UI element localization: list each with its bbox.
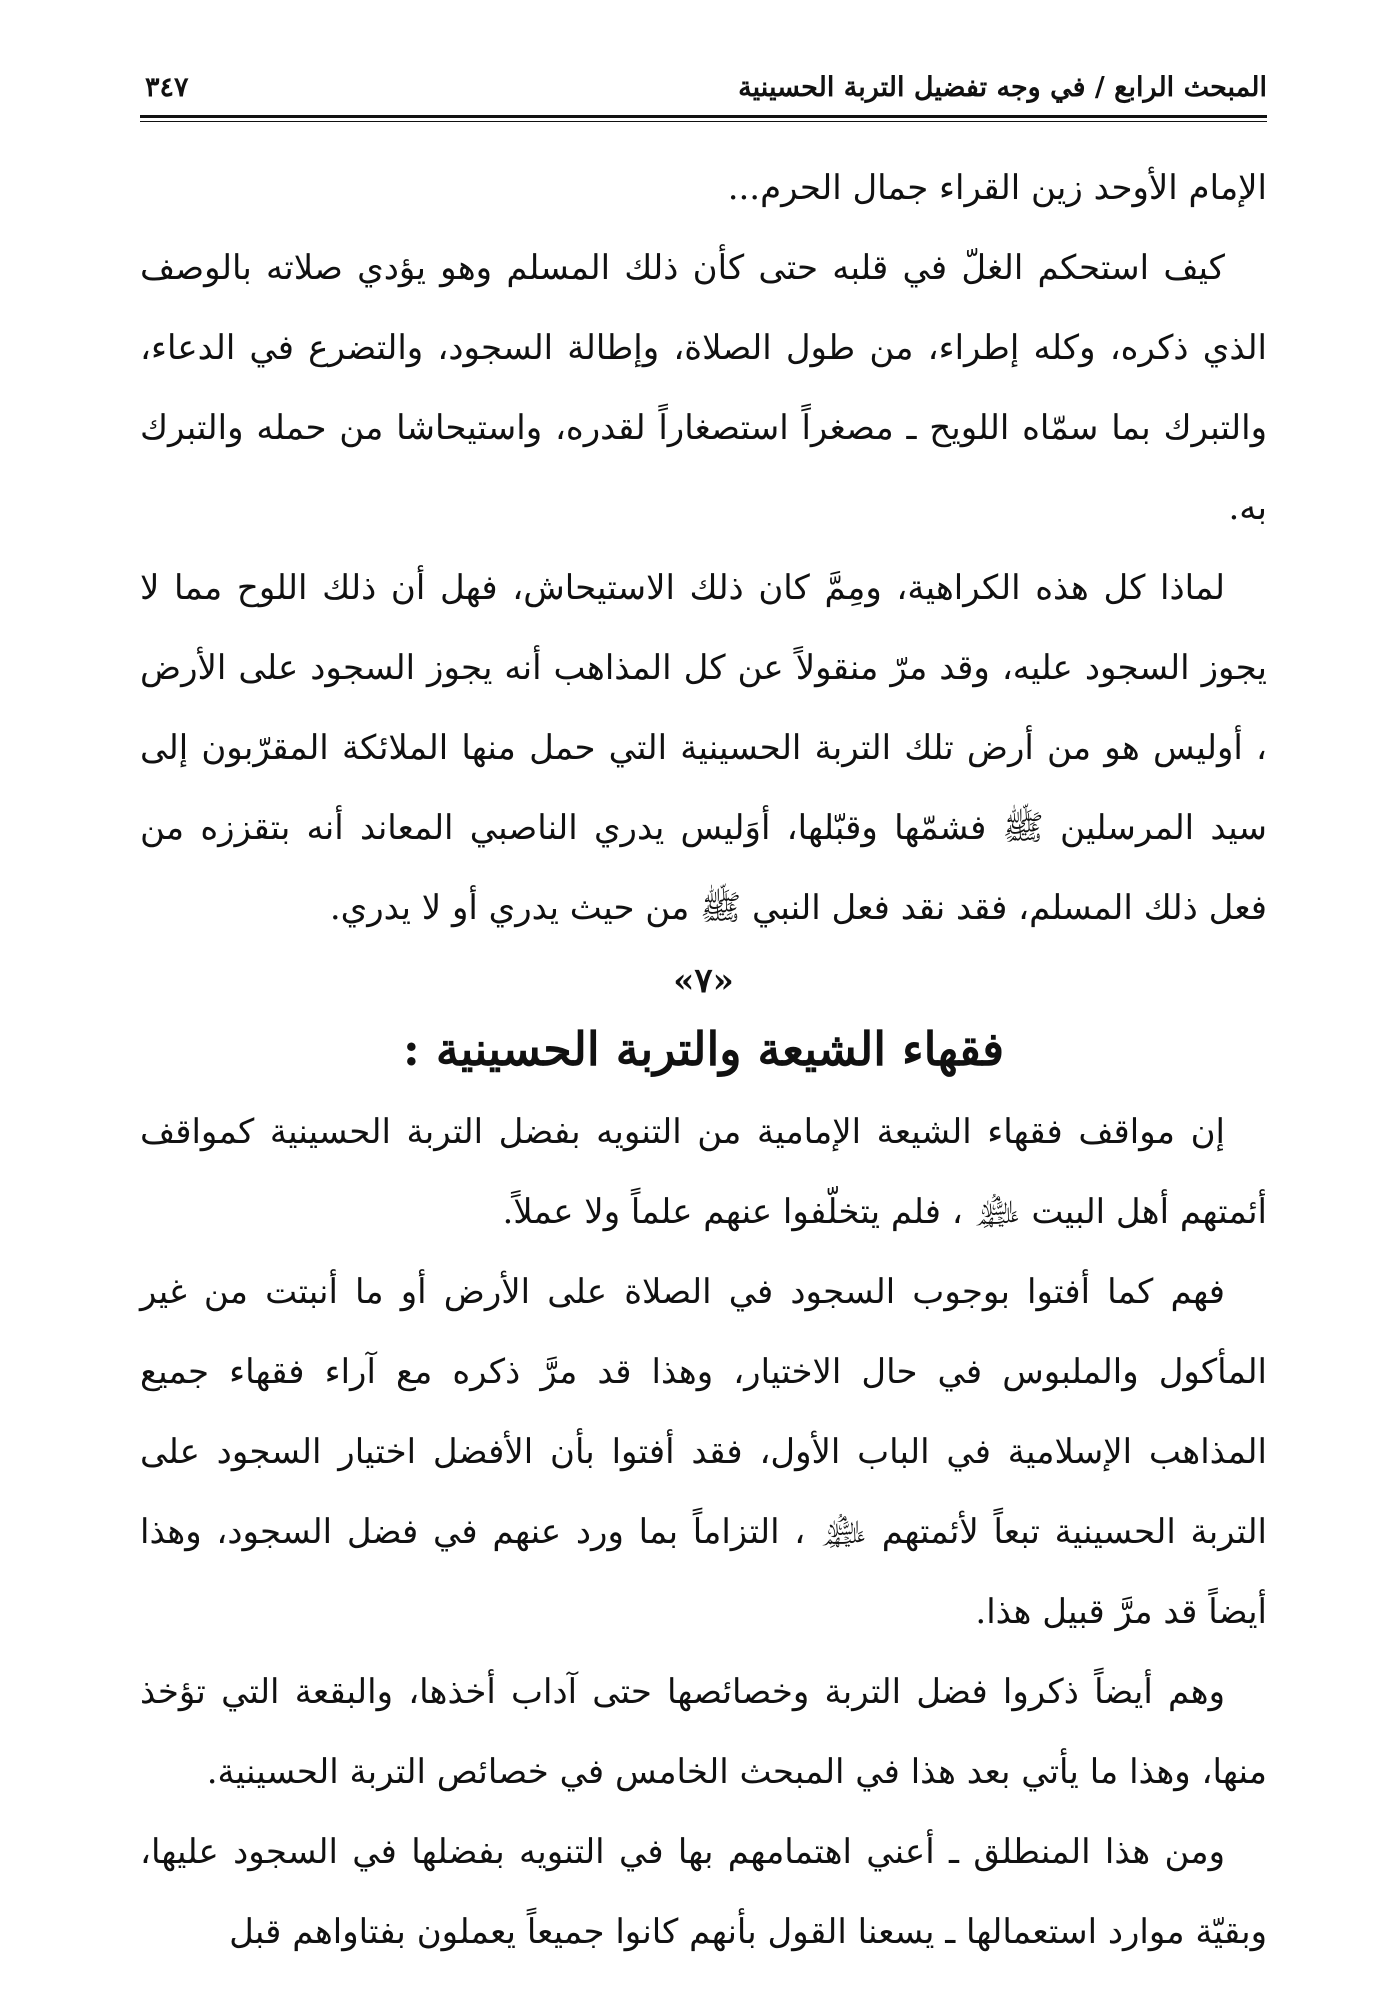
body-text xyxy=(140,148,1267,1972)
header-rule-thick xyxy=(140,115,1267,118)
section-number: «٧» xyxy=(673,961,734,1001)
paragraph: فهم كما أفتوا بوجوب السجود في الصلاة على الأرض أو ما أنبتت من غير المأكول والملبوس في حال الاختيار، وهذا قد مرَّ ذكره مع آراء فقهاء جميع المذاهب الإسلامية في الباب الأول، فقد أفتوا بأن الأفضل اختيار السجود على التربة الحسينية تبعاً لأئمتهم ﵈ ، التزاماً بما ورد عنهم في فضل السجود، وهذا أيضاً قد مرَّ قبيل هذا. xyxy=(140,1272,1267,1632)
paragraph: كيف استحكم الغلّ في قلبه حتى كأن ذلك المسلم وهو يؤدي صلاته بالوصف الذي ذكره، وكله إطراء، من طول الصلاة، وإطالة السجود، والتضرع في الدعاء، والتبرك بما سمّاه اللويح ـ مصغراً استصغاراً لقدره، واستيحاشا من حمله والتبرك به. xyxy=(140,248,1267,528)
book-page xyxy=(140,0,1267,1997)
section-heading: فقهاء الشيعة والتربة الحسينية : xyxy=(402,1022,1005,1076)
header-rule-thin xyxy=(140,121,1267,122)
paragraph: لماذا كل هذه الكراهية، ومِمَّ كان ذلك الاستيحاش، فهل أن ذلك اللوح مما لا يجوز السجود عليه، وقد مرّ منقولاً عن كل المذاهب أنه يجوز السجود على الأرض ، أوليس هو من أرض تلك التربة الحسينية التي حمل منها الملائكة المقرّبون إلى سيد المرسلين ﷺ فشمّها وقبّلها، أوَليس يدري الناصبي المعاند أنه بتقززه من فعل ذلك المسلم، فقد نقد فعل النبي ﷺ من حيث يدري أو لا يدري. xyxy=(140,568,1267,928)
paragraph: الإمام الأوحد زين القراء جمال الحرم... xyxy=(727,168,1267,208)
paragraph: ومن هذا المنطلق ـ أعني اهتمامهم بها في التنويه بفضلها في السجود عليها، وبقيّة موارد استعمالها ـ يسعنا القول بأنهم كانوا جميعاً يعملون بفتاواهم قبل xyxy=(140,1832,1267,1952)
paragraph: إن مواقف فقهاء الشيعة الإمامية من التنويه بفضل التربة الحسينية كمواقف أئمتهم أهل البيت ﵈ ، فلم يتخلّفوا عنهم علماً ولا عملاً. xyxy=(140,1112,1267,1232)
running-title: المبحث الرابع / في وجه تفضيل التربة الحسينية xyxy=(738,72,1267,103)
running-head xyxy=(140,72,1267,112)
paragraph: وهم أيضاً ذكروا فضل التربة وخصائصها حتى آداب أخذها، والبقعة التي تؤخذ منها، وهذا ما يأتي بعد هذا في المبحث الخامس في خصائص التربة الحسينية. xyxy=(140,1672,1267,1792)
page-number: ٣٤٧ xyxy=(145,72,189,103)
